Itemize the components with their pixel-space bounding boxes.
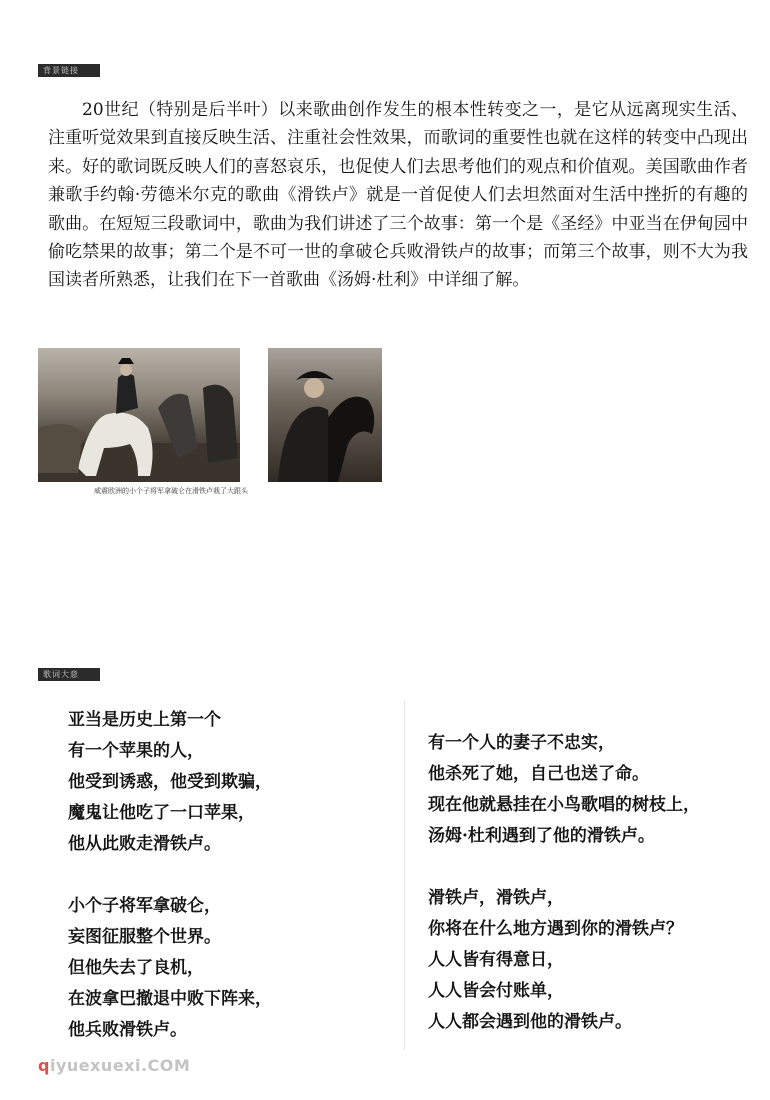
lyric-line: 人人皆会付账单， bbox=[428, 981, 564, 1001]
lyric-line: 妄图征服整个世界。 bbox=[68, 927, 221, 947]
intro-paragraph: 20世纪（特别是后半叶）以来歌曲创作发生的根本性转变之一，是它从远离现实生活、注重听觉效果到直接反映生活、注重社会性效果，而歌词的重要性也就在这样的转变中凸现出来。好的歌词既反映人们的喜怒哀乐，也促使人们去思考他们的观点和价值观。美国歌曲作者兼歌手约翰·劳德米尔克的歌曲《滑铁卢》就是一首促使人们去坦然面对生活中挫折的有趣的歌曲。在短短三段歌词中，歌曲为我们讲述了三个故事：第一个是《圣经》中亚当在伊甸园中偷吃禁果的故事；第二个是不可一世的拿破仑兵败滑铁卢的故事；而第三个故事，则不大为我国读者所熟悉，让我们在下一首歌曲《汤姆·杜利》中详细了解。 bbox=[48, 100, 748, 291]
napoleon-portrait-painting bbox=[268, 348, 382, 482]
lyric-line: 小个子将军拿破仑， bbox=[68, 896, 221, 916]
lyric-line: 人人皆有得意日， bbox=[428, 950, 564, 970]
photo-caption: 威震欧洲的小个子将军拿破仑在滑铁卢栽了大跟头 bbox=[94, 487, 248, 495]
lyric-line: 你将在什么地方遇到你的滑铁卢？ bbox=[428, 919, 683, 939]
lyric-line: 亚当是历史上第一个 bbox=[68, 710, 221, 730]
section-tag-lyrics: 歌词大意 bbox=[38, 668, 100, 681]
napoleon-battle-painting bbox=[38, 348, 240, 482]
lyric-line: 现在他就悬挂在小鸟歌唱的树枝上， bbox=[428, 795, 700, 815]
lyric-line: 有一个苹果的人， bbox=[68, 741, 204, 761]
lyric-line: 他杀死了她，自己也送了命。 bbox=[428, 764, 649, 784]
watermark-rest: iyuexuexi.COM bbox=[49, 1056, 191, 1075]
section-tag-background: 背景链接 bbox=[38, 64, 100, 77]
lyrics-right-column bbox=[428, 728, 700, 1038]
lyric-line: 他从此败走滑铁卢。 bbox=[68, 834, 221, 854]
lyric-line: 滑铁卢，滑铁卢， bbox=[428, 888, 564, 908]
lyric-line: 魔鬼让他吃了一口苹果， bbox=[68, 803, 255, 823]
lyric-line: 他兵败滑铁卢。 bbox=[68, 1020, 187, 1040]
column-divider bbox=[404, 700, 405, 1050]
lyric-line: 但他失去了良机， bbox=[68, 958, 204, 978]
stanza-gap bbox=[428, 852, 700, 883]
lyric-line: 有一个人的妻子不忠实， bbox=[428, 733, 615, 753]
watermark-first-letter: q bbox=[38, 1056, 50, 1075]
lyric-line: 人人都会遇到他的滑铁卢。 bbox=[428, 1012, 632, 1032]
lyric-line: 在波拿巴撤退中败下阵来， bbox=[68, 989, 272, 1009]
lyric-line: 他受到诱惑，他受到欺骗， bbox=[68, 772, 272, 792]
lyrics-left-column bbox=[68, 705, 272, 1046]
stanza-gap bbox=[68, 860, 272, 891]
site-watermark bbox=[38, 1056, 190, 1075]
lyric-line: 汤姆·杜利遇到了他的滑铁卢。 bbox=[428, 826, 655, 846]
